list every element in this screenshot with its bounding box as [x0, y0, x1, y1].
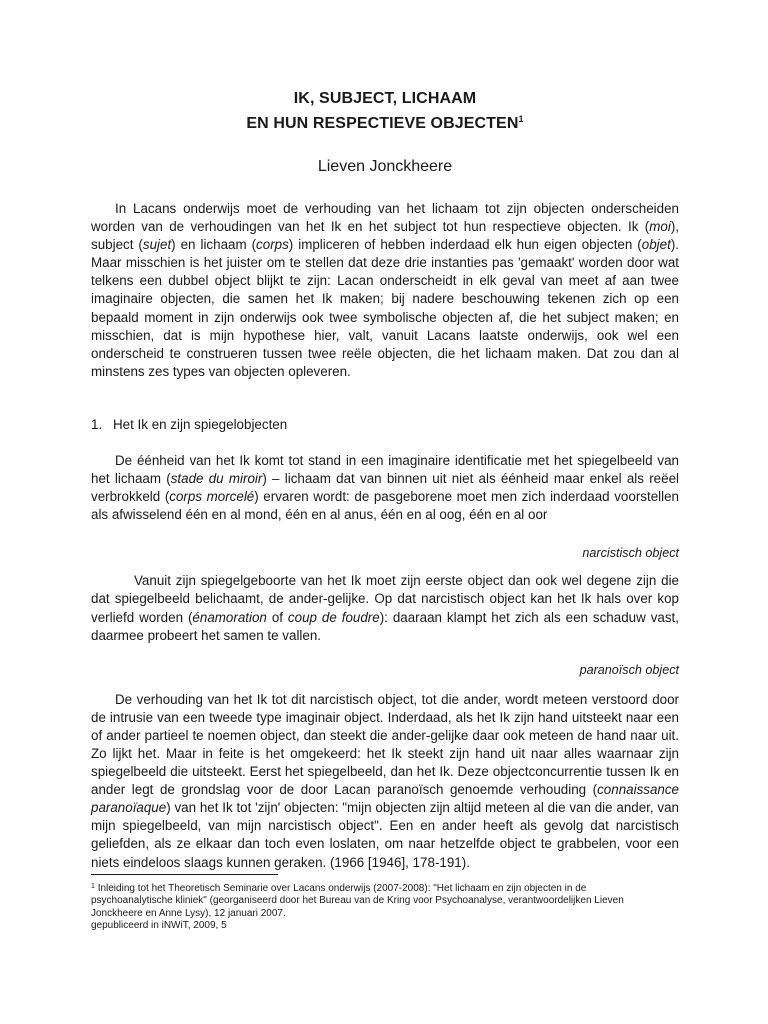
document-page [91, 88, 679, 872]
document-title [91, 88, 679, 134]
paranoid-object-label: paranoïsch object [579, 662, 679, 677]
title-line-2: EN HUN RESPECTIEVE OBJECTEN [246, 115, 519, 132]
section-paragraph-2: Vanuit zijn spiegelgeboorte van het Ik moet zijn eerste object dan ook wel degene zijn die dat spiegelbeeld belichaamt, de ander-gelijke. Op dat narcistisch object kan het Ik hals over kop verliefd worden (énamoration of coup de foudre): daaraan klampt het zich als een schaduw vast, daarmee probeert het samen te vallen. [91, 573, 679, 643]
section-heading [91, 416, 679, 434]
section-paragraph-1: De éénheid van het Ik komt tot stand in een imaginaire identificatie met het spiegelbeeld van het lichaam (stade du miroir) – lichaam dat van binnen uit niet als éénheid maar enkel als reëel verbrokkeld (corps morcelé) ervaren wordt: de pasgeborene moet men zich inderdaad voorstellen als afwisselend één en al mond, één en al anus, één en al oog, één en al oor [91, 452, 679, 523]
narcissistic-object-label: narcistisch object [582, 546, 679, 561]
footnotes [91, 881, 651, 933]
footnote-mark: 1 [91, 883, 95, 890]
footnote-text: Inleiding tot het Theoretisch Seminarie over Lacans onderwijs (2007-2008): "Het lichaam en zijn objecten in de psychoanalytische kliniek" (georganiseerd door het Bureau van de Kring voor Psychoanalyse, verantwoordelijken Lieven Jonckheere en Anne Lysy), 12 januari 2007. [91, 883, 624, 919]
publication-note: gepubliceerd in iNWiT, 2009, 5 [91, 920, 227, 932]
section-number: 1. [91, 416, 103, 432]
section-paragraph-3: De verhouding van het Ik tot dit narcistisch object, tot die ander, wordt meteen verstoord door de intrusie van een tweede type imaginair object. Inderdaad, als het Ik zijn hand uitsteekt naar een of ander partieel te noemen object, dan steekt die ander-gelijke daar ook meteen de hand naar uit. Zo lijkt het. Maar in feite is het omgekeerd: het Ik steekt zijn hand uit naar alles waarnaar zijn spiegelbeeld die uitsteekt. Eerst het spiegelbeeld, dan het Ik. Deze objectconcurrentie tussen Ik en ander legt de grondslag voor de door Lacan paranoïsch genoemde verhouding (connaissance paranoïaque) van het Ik tot 'zijn' objecten: "mijn objecten zijn altijd meteen al die van die ander, van mijn spiegelbeeld, van mijn narcistisch object". Een en ander heeft als gevolg dat narcistisch geliefden, als ze elkaar dan toch even loslaten, om naar hetzelfde object te grabbelen, voor een niets eindeloos slaags kunnen geraken. (1966 [1946], 178-191). [91, 691, 679, 870]
footnote-reference[interactable]: 1 [518, 114, 524, 124]
footnote-separator [91, 874, 278, 875]
author-name: Lieven Jonckheere [317, 158, 453, 175]
title-line-1: IK, SUBJECT, LICHAAM [293, 90, 477, 107]
intro-paragraph: In Lacans onderwijs moet de verhouding van het lichaam tot zijn objecten onderscheiden worden van de verhoudingen van het Ik en het subject tot hun respectieve objecten. Ik (moi), subject (sujet) en lichaam (corps) impliceren of hebben inderdaad elk hun eigen objecten (objet). Maar misschien is het juister om te stellen dat deze drie instanties pas 'gemaakt' worden door wat telkens een dubbel object blijkt te zijn: Lacan onderscheidt in elk geval van meet af aan twee imaginaire objecten, die samen het Ik maken; bij nadere beschouwing tekenen zich op een bepaald moment in zijn onderwijs ook twee symbolische objecten af, die het subject maken; en misschien, dat is mijn hypothese hier, valt, vanuit Lacans laatste onderwijs, ook wel een onderscheid te construeren tussen twee reële objecten, die het lichaam maken. Dat zou dan al minstens zes types van objecten opleveren. [91, 201, 679, 379]
section-title: Het Ik en zijn spiegelobjecten [113, 416, 288, 432]
footnote-1 [91, 881, 651, 920]
